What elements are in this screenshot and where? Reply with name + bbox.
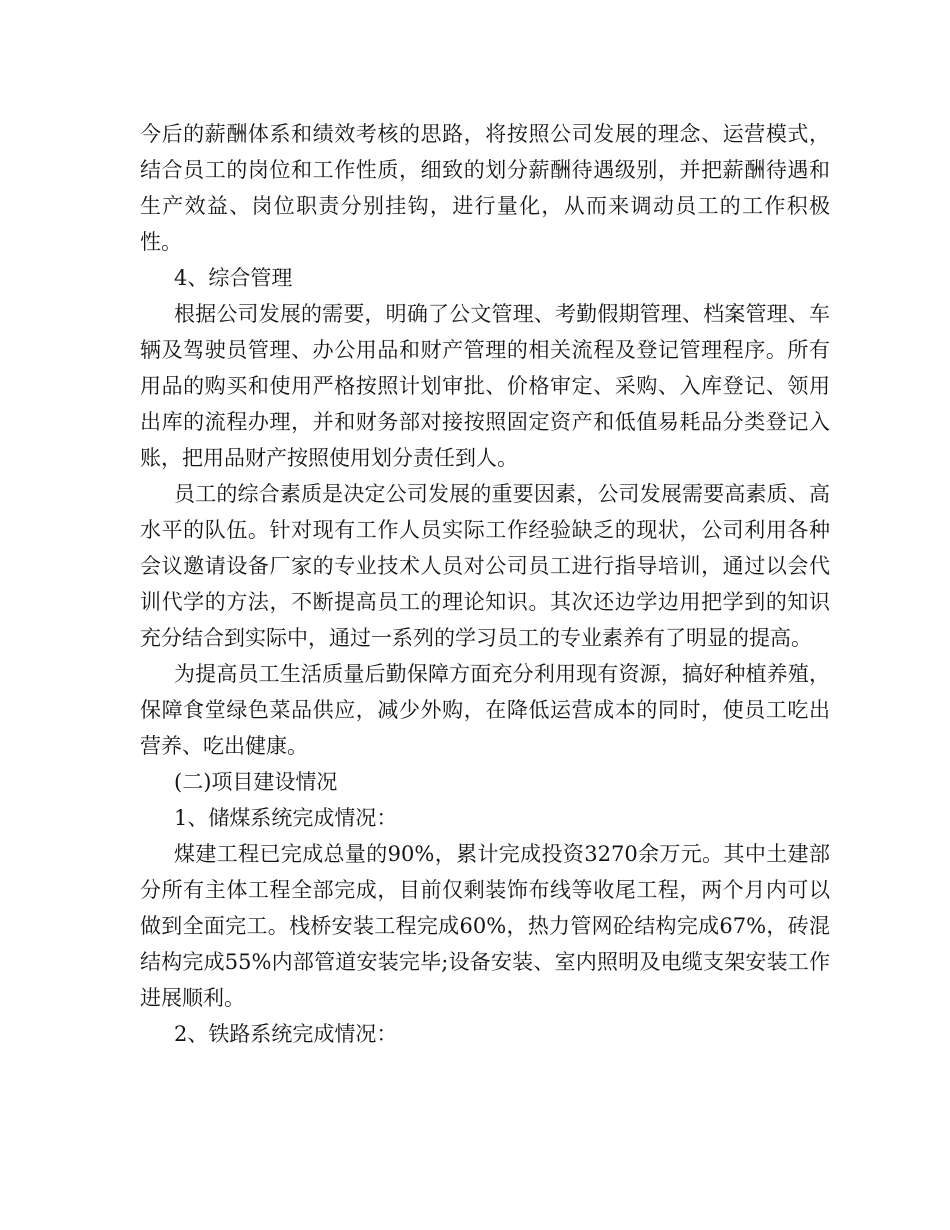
document-page	[140, 116, 830, 1052]
paragraph-management-procedures: 根据公司发展的需要，明确了公文管理、考勤假期管理、档案管理、车辆及驾驶员管理、办公用品和财产管理的相关流程及登记管理程序。所有用品的购买和使用严格按照计划审批、价格审定、采购、入库登记、领用出库的流程办理，并和财务部对接按照固定资产和低值易耗品分类登记入账，把用品财产按照使用划分责任到人。	[140, 302, 830, 470]
heading-project-construction: (二)项目建设情况	[174, 770, 338, 794]
paragraph-staff-quality: 员工的综合素质是决定公司发展的重要因素，公司发展需要高素质、高水平的队伍。针对现有工作人员实际工作经验缺乏的现状，公司利用各种会议邀请设备厂家的专业技术人员对公司员工进行指导培训，通过以会代训代学的方法，不断提高员工的理论知识。其次还边学边用把学到的知识充分结合到实际中，通过一系列的学习员工的专业素养有了明显的提高。	[140, 482, 830, 650]
paragraph-coal-storage-progress: 煤建工程已完成总量的90%，累计完成投资3270余万元。其中土建部分所有主体工程全部完成，目前仅剩装饰布线等收尾工程，两个月内可以做到全面完工。栈桥安装工程完成60%，热力管网砼结构完成67%，砖混结构完成55%内部管道安装完毕;设备安装、室内照明及电缆支架安装工作进展顺利。	[140, 842, 830, 1010]
heading-railway-system: 2、铁路系统完成情况：	[174, 1022, 398, 1046]
heading-coal-storage: 1、储煤系统完成情况：	[174, 806, 398, 830]
paragraph-salary-system: 今后的薪酬体系和绩效考核的思路，将按照公司发展的理念、运营模式，结合员工的岗位和工作性质，细致的划分薪酬待遇级别，并把薪酬待遇和生产效益、岗位职责分别挂钩，进行量化，从而来调动员工的工作积极性。	[140, 122, 830, 254]
heading-general-management: 4、综合管理	[174, 266, 293, 290]
paragraph-logistics: 为提高员工生活质量后勤保障方面充分利用现有资源，搞好种植养殖，保障食堂绿色菜品供应，减少外购，在降低运营成本的同时，使员工吃出营养、吃出健康。	[140, 662, 830, 758]
